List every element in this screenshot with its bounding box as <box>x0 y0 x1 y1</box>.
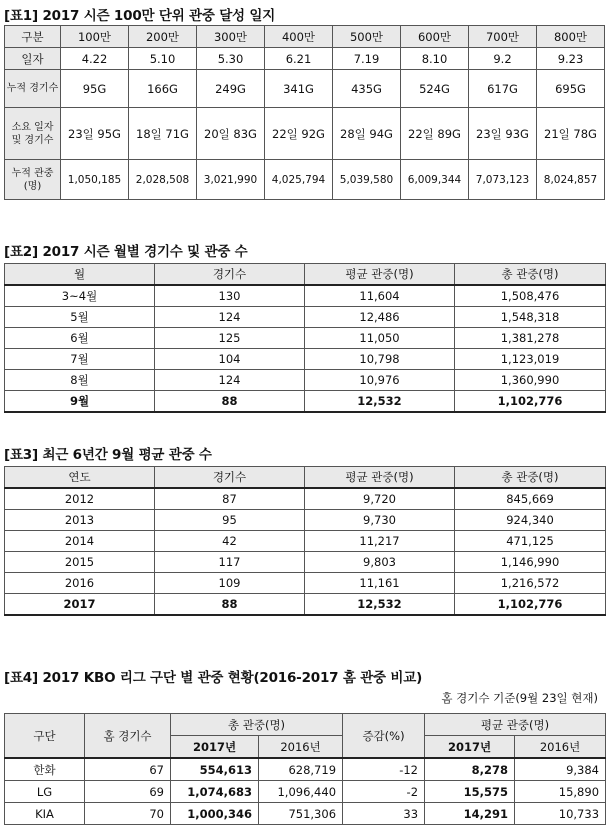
table1-title: [표1] 2017 시즌 100만 단위 관중 달성 일지 <box>4 8 276 24</box>
table-cell: 15,890 <box>515 781 606 803</box>
table-row <box>5 48 605 70</box>
header-cell: 구단 <box>5 714 85 759</box>
table-cell: 한화 <box>5 758 85 781</box>
table-cell: 23일 93G <box>469 108 537 160</box>
table-cell: 109 <box>155 573 305 594</box>
table-cell: 9.2 <box>469 48 537 70</box>
header-cell: 총 관중(명) <box>455 264 606 286</box>
table-cell: 435G <box>333 70 401 108</box>
table-cell: 8월 <box>5 370 155 391</box>
table-cell: 249G <box>197 70 265 108</box>
milestone-table <box>4 25 605 200</box>
table-cell: 20일 83G <box>197 108 265 160</box>
table-cell: 4,025,794 <box>265 160 333 200</box>
table-cell: KIA <box>5 803 85 825</box>
table-cell: 8,278 <box>425 758 515 781</box>
table-cell: 4.22 <box>61 48 129 70</box>
table-cell: -2 <box>343 781 425 803</box>
table-row <box>5 160 605 200</box>
table-cell: 2015 <box>5 552 155 573</box>
table-cell: 23일 95G <box>61 108 129 160</box>
table-cell: 9,720 <box>305 488 455 510</box>
table-cell: 3~4월 <box>5 285 155 307</box>
table-cell: 5.10 <box>129 48 197 70</box>
row-label: 소요 일자 및 경기수 <box>5 108 61 160</box>
table-cell: 88 <box>155 391 305 413</box>
table-cell: 9,384 <box>515 758 606 781</box>
table-row <box>5 488 606 510</box>
table2-title: [표2] 2017 시즌 월별 경기수 및 관중 수 <box>4 244 248 260</box>
header-cell: 500만 <box>333 26 401 48</box>
table-cell: 70 <box>85 803 171 825</box>
header-cell: 총 관중(명) <box>455 467 606 489</box>
table-cell: 14,291 <box>425 803 515 825</box>
table-header-row <box>5 467 606 489</box>
header-cell: 증감(%) <box>343 714 425 759</box>
header-cell: 400만 <box>265 26 333 48</box>
header-cell: 홈 경기수 <box>85 714 171 759</box>
header-cell: 2017년 <box>425 736 515 759</box>
table-cell: 12,532 <box>305 391 455 413</box>
table-row-highlight <box>5 391 606 413</box>
header-cell: 700만 <box>469 26 537 48</box>
table-cell: 10,798 <box>305 349 455 370</box>
table-cell: 22일 89G <box>401 108 469 160</box>
table-cell: 924,340 <box>455 510 606 531</box>
header-cell: 평균 관중(명) <box>425 714 606 736</box>
header-cell: 경기수 <box>155 264 305 286</box>
table-cell: 7,073,123 <box>469 160 537 200</box>
table-header-row <box>5 264 606 286</box>
table-cell: 6월 <box>5 328 155 349</box>
table-cell: 2016 <box>5 573 155 594</box>
table-cell: 554,613 <box>171 758 259 781</box>
table-cell: 2017 <box>5 594 155 616</box>
table-cell: -12 <box>343 758 425 781</box>
table-row <box>5 328 606 349</box>
table-cell: 11,050 <box>305 328 455 349</box>
table-cell: 1,216,572 <box>455 573 606 594</box>
table-cell: 6,009,344 <box>401 160 469 200</box>
header-cell: 월 <box>5 264 155 286</box>
table-row <box>5 349 606 370</box>
header-cell: 2016년 <box>515 736 606 759</box>
table-cell: 9,730 <box>305 510 455 531</box>
table-cell: 9,803 <box>305 552 455 573</box>
table-cell: 5월 <box>5 307 155 328</box>
table-row <box>5 573 606 594</box>
table-cell: 1,050,185 <box>61 160 129 200</box>
table-cell: 3,021,990 <box>197 160 265 200</box>
table-row <box>5 370 606 391</box>
table-cell: 9.23 <box>537 48 605 70</box>
header-cell: 2017년 <box>171 736 259 759</box>
header-cell: 200만 <box>129 26 197 48</box>
table-cell: 10,976 <box>305 370 455 391</box>
table-cell: 1,123,019 <box>455 349 606 370</box>
table-cell: 12,532 <box>305 594 455 616</box>
table-row <box>5 108 605 160</box>
table-cell: 2014 <box>5 531 155 552</box>
table-cell: 8.10 <box>401 48 469 70</box>
table-cell: 6.21 <box>265 48 333 70</box>
table-cell: 67 <box>85 758 171 781</box>
table-cell: 69 <box>85 781 171 803</box>
table-cell: 22일 92G <box>265 108 333 160</box>
table-cell: 1,360,990 <box>455 370 606 391</box>
header-cell: 100만 <box>61 26 129 48</box>
header-cell: 총 관중(명) <box>171 714 343 736</box>
table-cell: 42 <box>155 531 305 552</box>
table-cell: 5,039,580 <box>333 160 401 200</box>
table-cell: LG <box>5 781 85 803</box>
table-row <box>5 552 606 573</box>
table-cell: 1,000,346 <box>171 803 259 825</box>
table-cell: 11,217 <box>305 531 455 552</box>
monthly-table <box>4 263 606 413</box>
table-cell: 7.19 <box>333 48 401 70</box>
table-cell: 8,024,857 <box>537 160 605 200</box>
table-cell: 18일 71G <box>129 108 197 160</box>
table-cell: 1,381,278 <box>455 328 606 349</box>
table-cell: 95G <box>61 70 129 108</box>
table-cell: 5.30 <box>197 48 265 70</box>
table-cell: 124 <box>155 307 305 328</box>
table-cell: 628,719 <box>259 758 343 781</box>
table-cell: 1,102,776 <box>455 594 606 616</box>
table-cell: 341G <box>265 70 333 108</box>
table-cell: 1,146,990 <box>455 552 606 573</box>
table-cell: 11,604 <box>305 285 455 307</box>
table-cell: 751,306 <box>259 803 343 825</box>
table-cell: 88 <box>155 594 305 616</box>
table-row-highlight <box>5 594 606 616</box>
table4-title: [표4] 2017 KBO 리그 구단 별 관중 현황(2016-2017 홈 관중 비교) <box>4 670 423 686</box>
header-cell: 2016년 <box>259 736 343 759</box>
table-cell: 117 <box>155 552 305 573</box>
table-cell: 524G <box>401 70 469 108</box>
table-cell: 10,733 <box>515 803 606 825</box>
table-cell: 33 <box>343 803 425 825</box>
table-cell: 95 <box>155 510 305 531</box>
table-cell: 124 <box>155 370 305 391</box>
table-cell: 1,074,683 <box>171 781 259 803</box>
table-header-row <box>5 714 606 736</box>
table-cell: 9월 <box>5 391 155 413</box>
header-cell: 평균 관중(명) <box>305 467 455 489</box>
table-row <box>5 285 606 307</box>
header-cell: 평균 관중(명) <box>305 264 455 286</box>
header-cell: 연도 <box>5 467 155 489</box>
table-row <box>5 758 606 781</box>
table-cell: 471,125 <box>455 531 606 552</box>
table4-note: 홈 경기수 기준(9월 23일 현재) <box>441 691 598 705</box>
header-cell: 300만 <box>197 26 265 48</box>
table-cell: 11,161 <box>305 573 455 594</box>
table-cell: 15,575 <box>425 781 515 803</box>
table-row <box>5 531 606 552</box>
table-row <box>5 803 606 825</box>
row-label: 누적 경기수 <box>5 70 61 108</box>
header-cell: 800만 <box>537 26 605 48</box>
table-cell: 166G <box>129 70 197 108</box>
table-cell: 125 <box>155 328 305 349</box>
table-cell: 845,669 <box>455 488 606 510</box>
row-label: 일자 <box>5 48 61 70</box>
table-cell: 1,096,440 <box>259 781 343 803</box>
table-row <box>5 70 605 108</box>
table-cell: 1,548,318 <box>455 307 606 328</box>
header-cell: 600만 <box>401 26 469 48</box>
table-cell: 1,508,476 <box>455 285 606 307</box>
row-label: 누적 관중(명) <box>5 160 61 200</box>
table-row <box>5 307 606 328</box>
header-cell: 구분 <box>5 26 61 48</box>
table-cell: 695G <box>537 70 605 108</box>
table-cell: 617G <box>469 70 537 108</box>
table-cell: 87 <box>155 488 305 510</box>
table-cell: 1,102,776 <box>455 391 606 413</box>
table-row <box>5 781 606 803</box>
header-cell: 경기수 <box>155 467 305 489</box>
table-cell: 28일 94G <box>333 108 401 160</box>
table-cell: 7월 <box>5 349 155 370</box>
table-cell: 12,486 <box>305 307 455 328</box>
table-cell: 2012 <box>5 488 155 510</box>
table-cell: 2,028,508 <box>129 160 197 200</box>
table-cell: 104 <box>155 349 305 370</box>
table3-title: [표3] 최근 6년간 9월 평균 관중 수 <box>4 447 212 463</box>
table-cell: 130 <box>155 285 305 307</box>
team-attendance-table <box>4 713 606 825</box>
table-cell: 21일 78G <box>537 108 605 160</box>
september-table <box>4 466 606 616</box>
table-cell: 2013 <box>5 510 155 531</box>
table-header-row <box>5 26 605 48</box>
table-row <box>5 510 606 531</box>
